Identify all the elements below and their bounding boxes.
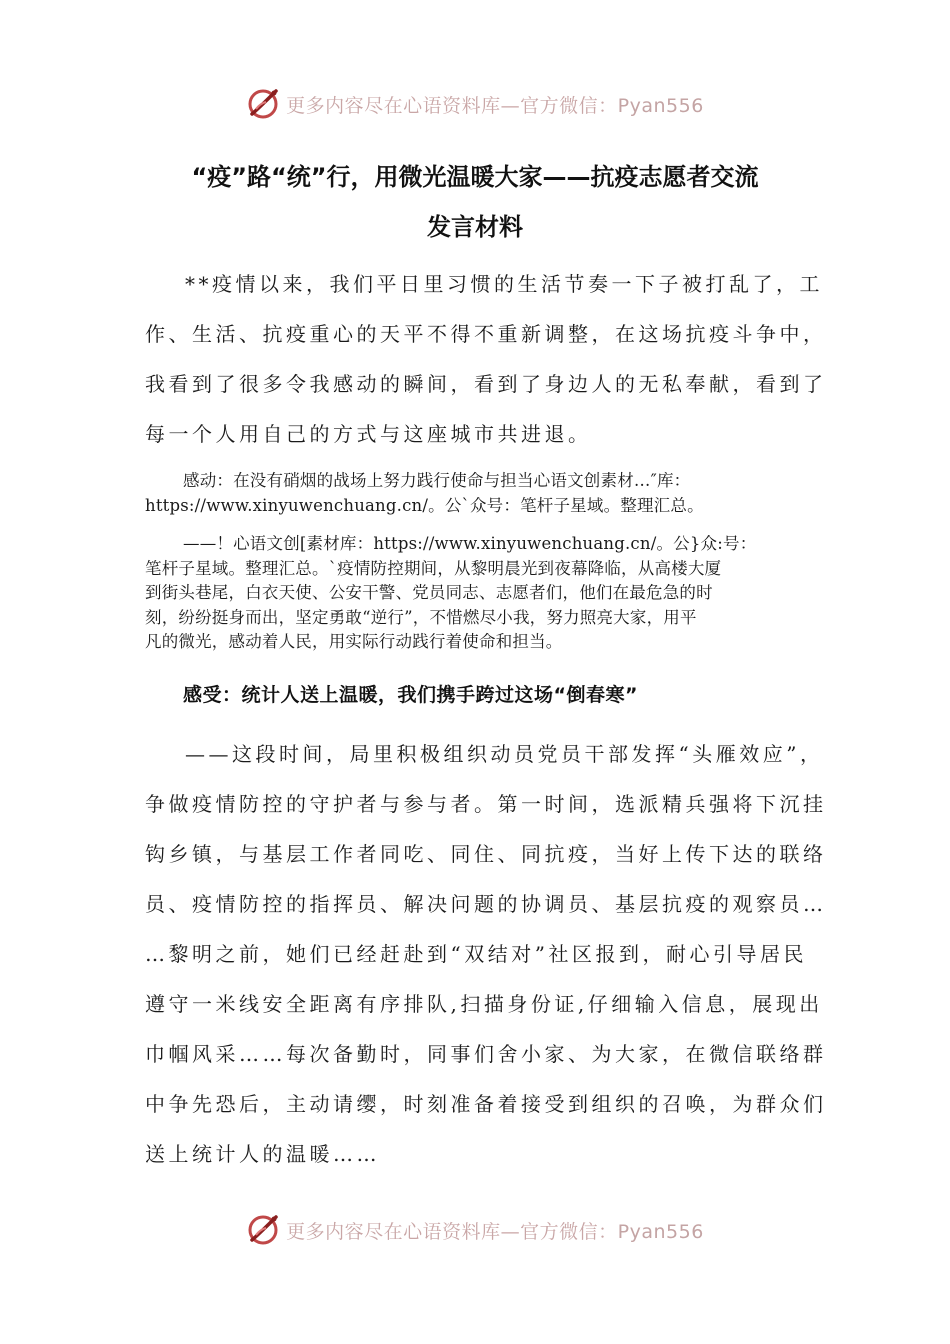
banner-label: 更多内容尽在心语资料库—官方微信： xyxy=(286,1220,618,1243)
body-line: …黎明之前，她们已经赶赴到“双结对”社区报到，耐心引导居民 xyxy=(145,942,807,966)
doc-title-line-2: 发言材料 xyxy=(427,213,523,241)
body-line: 巾帼风采……每次备勤时，同事们舍小家、为大家，在微信联络群 xyxy=(145,1042,827,1066)
intro-line: **疫情以来，我们平日里习惯的生活节奏一下子被打乱了，工 xyxy=(185,272,823,296)
doc-title-line-1: “疫”路“统”行，用微光温暖大家——抗疫志愿者交流 xyxy=(191,163,759,191)
banner-label: 更多内容尽在心语资料库—官方微信： xyxy=(286,94,618,117)
dash-paragraph xyxy=(145,532,810,655)
banner-inner xyxy=(246,1213,704,1247)
banner-text xyxy=(286,1217,704,1244)
body-line: 争做疫情防控的守护者与参与者。第一时间，选派精兵强将下沉挂 xyxy=(145,792,827,816)
intro-line: 作、生活、抗疫重心的天平不得不重新调整，在这场抗疫斗争中， xyxy=(145,322,827,346)
brush-logo-icon xyxy=(246,1213,280,1247)
dash-line: 刻，纷纷挺身而出，坚定勇敢“逆行”，不惜燃尽小我，努力照亮大家，用平 xyxy=(145,607,697,627)
dash-line: 到街头巷尾，白衣天使、公安干警、党员同志、志愿者们，他们在最危急的时 xyxy=(145,583,713,602)
touched-paragraph xyxy=(145,469,810,518)
dash-line: ——！心语文创[素材库：https://www.xinyuwenchuang.cn/。公}众:号： xyxy=(183,534,757,553)
dash-line: 凡的微光，感动着人民，用实际行动践行着使命和担当。 xyxy=(145,632,563,651)
intro-line: 每一个人用自己的方式与这座城市共进退。 xyxy=(145,422,592,446)
top-banner xyxy=(0,84,950,124)
body-line: 员、疫情防控的指挥员、解决问题的协调员、基层抗疫的观察员… xyxy=(145,892,827,916)
body-line: 中争先恐后，主动请缨，时刻准备着接受到组织的召唤，为群众们 xyxy=(145,1092,827,1116)
section-heading: 感受：统计人送上温暖，我们携手跨过这场“倒春寒” xyxy=(183,684,638,706)
dash-line: 笔杆子星域。整理汇总。`疫情防控期间，从黎明晨光到夜幕降临，从高楼大厦 xyxy=(145,558,722,578)
banner-text xyxy=(286,91,704,118)
brush-logo-icon xyxy=(246,87,280,121)
touched-line: 感动：在没有硝烟的战场上努力践行使命与担当心语文创素材…″库： xyxy=(183,471,691,490)
bottom-banner xyxy=(0,1210,950,1250)
intro-paragraph xyxy=(145,259,827,459)
touched-line: https://www.xinyuwenchuang.cn/。公`众号：笔杆子星域。整理汇总。 xyxy=(145,495,704,515)
intro-line: 我看到了很多令我感动的瞬间，看到了身边人的无私奉献，看到了 xyxy=(145,372,827,396)
banner-wechat-id: Pyan556 xyxy=(617,94,704,117)
banner-wechat-id: Pyan556 xyxy=(617,1220,704,1243)
body-line: 送上统计人的温暖…… xyxy=(145,1142,380,1166)
body-line: 遵守一米线安全距离有序排队,扫描身份证,仔细输入信息，展现出 xyxy=(145,992,823,1016)
body-paragraph xyxy=(145,729,827,1179)
body-line: ——这段时间，局里积极组织动员党员干部发挥“头雁效应”， xyxy=(185,742,824,766)
banner-inner xyxy=(246,87,704,121)
body-line: 钩乡镇，与基层工作者同吃、同住、同抗疫，当好上传下达的联络 xyxy=(145,842,827,866)
